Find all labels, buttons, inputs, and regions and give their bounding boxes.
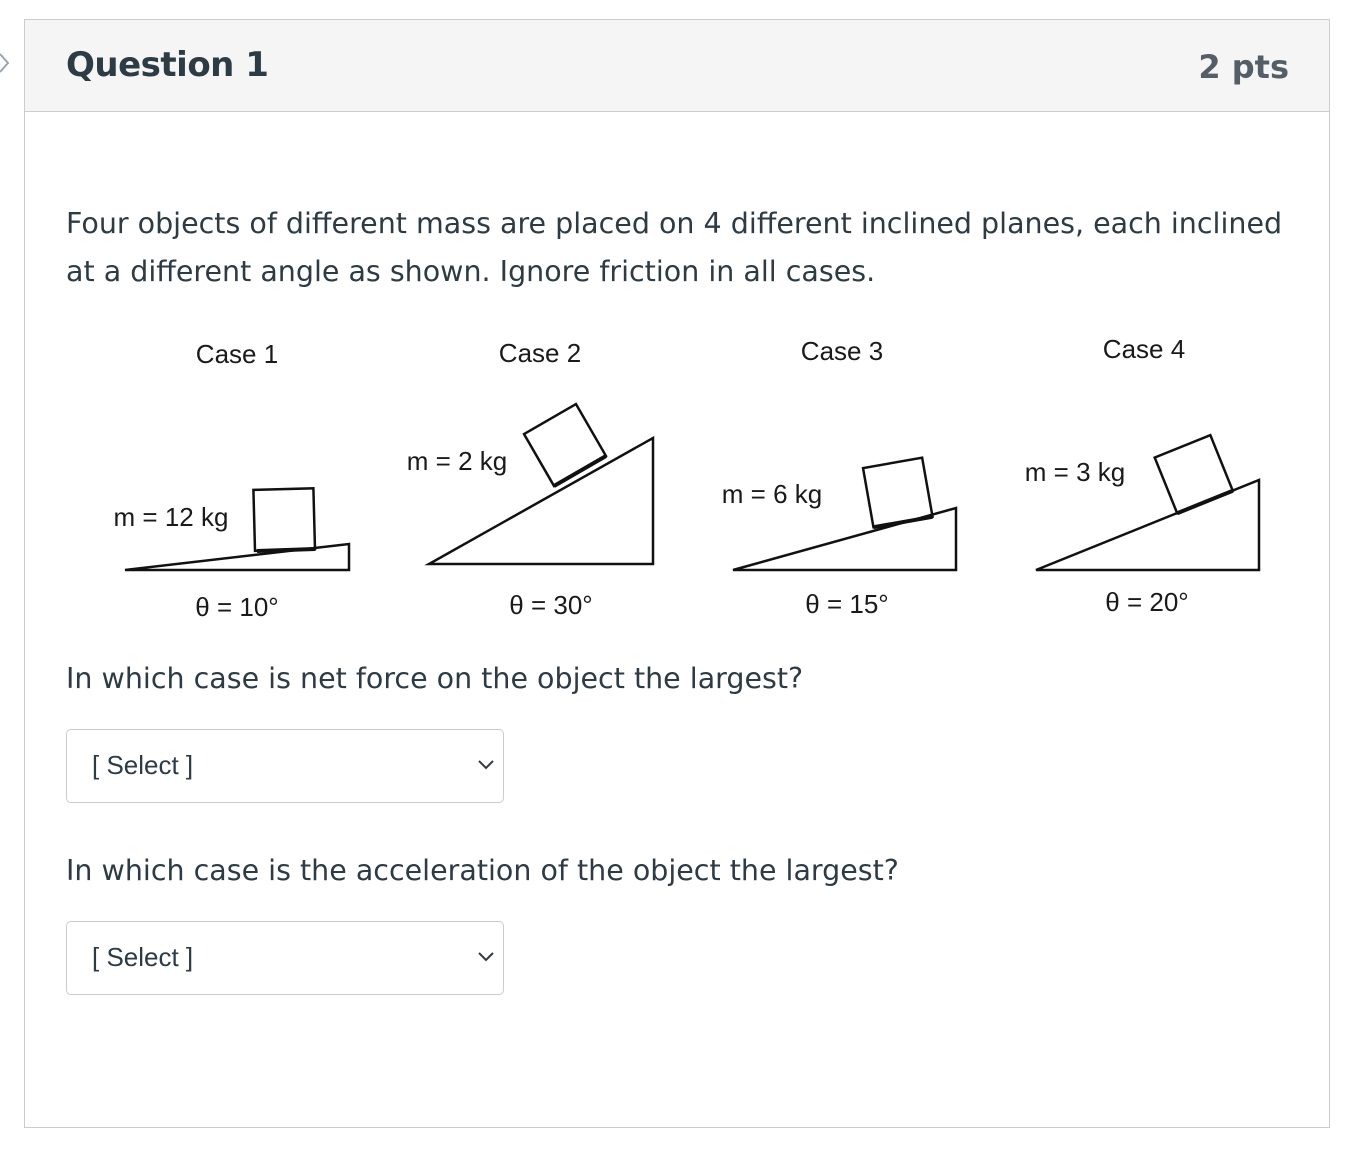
mass-block <box>253 488 315 551</box>
angle-label: θ = 10° <box>195 592 279 622</box>
mass-block <box>524 404 606 486</box>
case-label: Case 3 <box>800 336 884 366</box>
question-card <box>24 19 1330 1128</box>
acceleration-select[interactable] <box>66 921 504 995</box>
inclined-planes-diagram <box>25 20 1329 640</box>
question-title: Question 1 <box>66 45 269 85</box>
angle-label: θ = 30° <box>509 590 593 620</box>
case-3 <box>722 336 956 619</box>
mass-label: m = 12 kg <box>113 502 229 532</box>
case-2 <box>407 338 653 620</box>
angle-label: θ = 15° <box>805 589 889 619</box>
select-value: [ Select ] <box>92 942 194 972</box>
mass-label: m = 3 kg <box>1024 457 1126 487</box>
question-points: 2 pts <box>1198 48 1289 86</box>
case-label: Case 4 <box>1102 334 1186 364</box>
angle-label: θ = 20° <box>1105 587 1189 617</box>
select-value: [ Select ] <box>92 750 194 780</box>
prompt-acceleration: In which case is the acceleration of the object the largest? <box>66 854 899 887</box>
chevron-down-icon <box>477 758 495 772</box>
case-4 <box>1025 334 1259 617</box>
question-text: Four objects of different mass are placed on 4 different inclined planes, each inclined at a different angle as shown. Ignore friction in all cases. <box>66 207 1283 288</box>
chevron-down-icon <box>477 950 495 964</box>
mass-block <box>1155 435 1233 513</box>
mass-label: m = 2 kg <box>406 446 508 476</box>
case-1 <box>114 339 349 622</box>
prompt-net-force: In which case is net force on the object the largest? <box>66 662 804 695</box>
case-label: Case 1 <box>195 339 279 369</box>
net-force-select[interactable] <box>66 729 504 803</box>
case-label: Case 2 <box>498 338 582 368</box>
mass-label: m = 6 kg <box>721 479 823 509</box>
chevron-right-icon[interactable] <box>0 52 10 74</box>
